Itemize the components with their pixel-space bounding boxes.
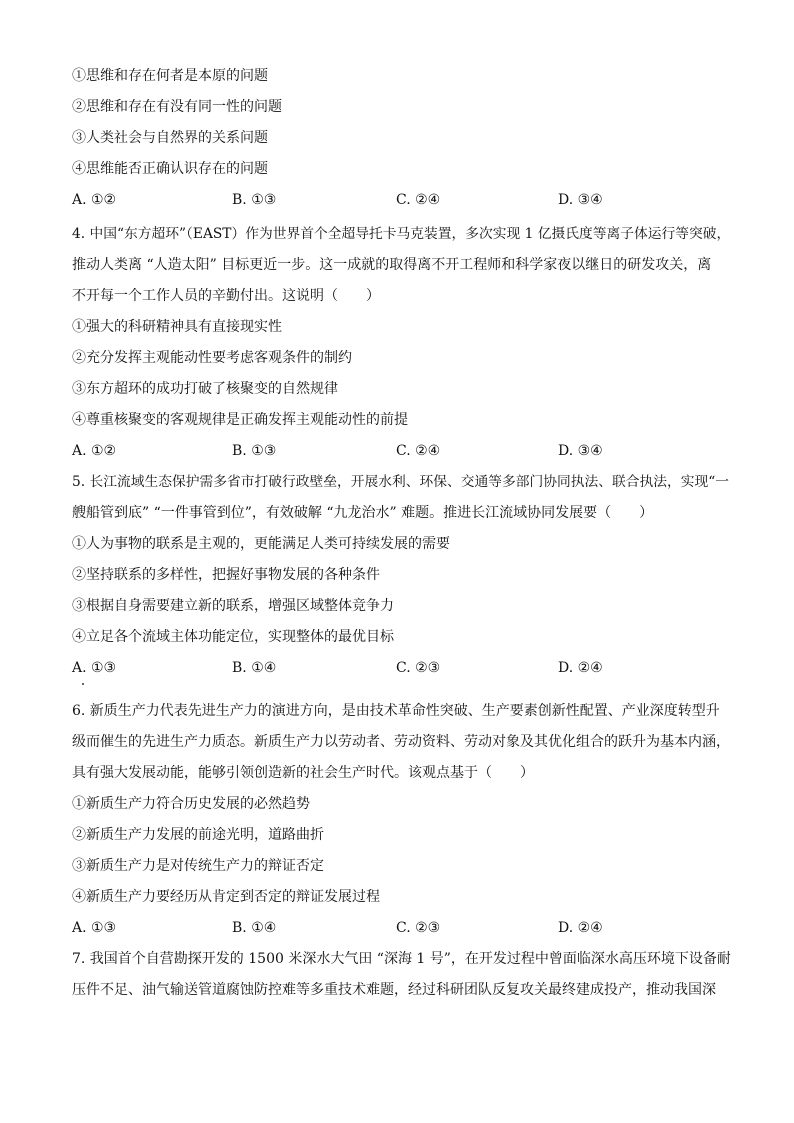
q6-statement-3: ③新质生产力是对传统生产力的辩证否定 (72, 858, 324, 874)
q5-statement-1: ①人为事物的联系是主观的，更能满足人类可持续发展的需要 (72, 536, 450, 552)
q3-options (72, 191, 732, 209)
q5-stem-line-2: 艘船管到底” “一件事管到位”，有效破解 “九龙治水” 难题。推进长江流域协同发展要（ ） (72, 505, 654, 521)
q3-statement-3: ③人类社会与自然界的关系问题 (72, 130, 268, 146)
stray-mark (82, 683, 84, 685)
q6-options (72, 919, 732, 937)
q6-option-c: C. ②③ (396, 920, 441, 936)
q7-stem-line-2: 压件不足、油气输送管道腐蚀防控难等多重技术难题，经过科研团队反复攻关最终建成投产，推动我国深 (72, 982, 716, 998)
q5-stem-line-1: 5. 长江流域生态保护需多省市打破行政壁垒，开展水利、环保、交通等多部门协同执法、联合执法，实现“一 (72, 474, 730, 490)
q5-statement-2: ②坚持联系的多样性，把握好事物发展的各种条件 (72, 567, 380, 583)
q4-option-b: B. ①③ (232, 443, 277, 459)
q6-statement-4: ④新质生产力要经历从肯定到否定的辩证发展过程 (72, 889, 380, 905)
q4-statement-1: ①强大的科研精神具有直接现实性 (72, 319, 282, 335)
q6-option-b: B. ①④ (232, 920, 277, 936)
q3-option-d: D. ③④ (558, 192, 603, 208)
q5-statement-3: ③根据自身需要建立新的联系，增强区域整体竞争力 (72, 598, 394, 614)
q4-option-d: D. ③④ (558, 443, 603, 459)
q4-statement-3: ③东方超环的成功打破了核聚变的自然规律 (72, 381, 338, 397)
q6-statement-1: ①新质生产力符合历史发展的必然趋势 (72, 796, 310, 812)
q4-options (72, 442, 732, 460)
q3-option-b: B. ①③ (232, 192, 277, 208)
q3-statement-1: ①思维和存在何者是本原的问题 (72, 68, 268, 84)
q6-stem-line-2: 级而催生的先进生产力质态。新质生产力以劳动者、劳动资料、劳动对象及其优化组合的跃升为基本内涵， (72, 734, 730, 750)
q4-option-a: A. ①② (72, 443, 117, 459)
q5-option-c: C. ②③ (396, 660, 441, 676)
q6-option-d: D. ②④ (558, 920, 603, 936)
q6-stem-line-3: 具有强大发展动能，能够引领创造新的社会生产时代。该观点基于（ ） (72, 765, 534, 781)
q5-options (72, 659, 732, 677)
q4-stem-line-2: 推动人类离 “人造太阳” 目标更近一步。这一成就的取得离不开工程师和科学家夜以继日的研发攻关，离 (72, 257, 712, 273)
q5-option-b: B. ①④ (232, 660, 277, 676)
q6-statement-2: ②新质生产力发展的前途光明，道路曲折 (72, 827, 324, 843)
q5-option-d: D. ②④ (558, 660, 603, 676)
q4-stem-line-3: 不开每一个工作人员的辛勤付出。这说明（ ） (72, 288, 380, 304)
q4-stem-line-1: 4. 中国“东方超环”（EAST）作为世界首个全超导托卡马克装置，多次实现 1 亿摄氏度等离子体运行等突破， (72, 226, 731, 242)
q4-statement-4: ④尊重核聚变的客观规律是正确发挥主观能动性的前提 (72, 412, 408, 428)
q3-statement-2: ②思维和存在有没有同一性的问题 (72, 99, 282, 115)
q6-stem-line-1: 6. 新质生产力代表先进生产力的演进方向，是由技术革命性突破、生产要素创新性配置、产业深度转型升 (72, 703, 720, 719)
q4-option-c: C. ②④ (396, 443, 441, 459)
q3-statement-4: ④思维能否正确认识存在的问题 (72, 161, 268, 177)
q3-option-a: A. ①② (72, 192, 117, 208)
q5-option-a: A. ①③ (72, 660, 117, 676)
q6-option-a: A. ①③ (72, 920, 117, 936)
q7-stem-line-1: 7. 我国首个自营勘探开发的 1500 米深水大气田 “深海 1 号”，在开发过程中曾面临深水高压环境下设备耐 (72, 951, 731, 967)
q3-option-c: C. ②④ (396, 192, 441, 208)
q4-statement-2: ②充分发挥主观能动性要考虑客观条件的制约 (72, 350, 352, 366)
q5-statement-4: ④立足各个流域主体功能定位，实现整体的最优目标 (72, 629, 394, 645)
